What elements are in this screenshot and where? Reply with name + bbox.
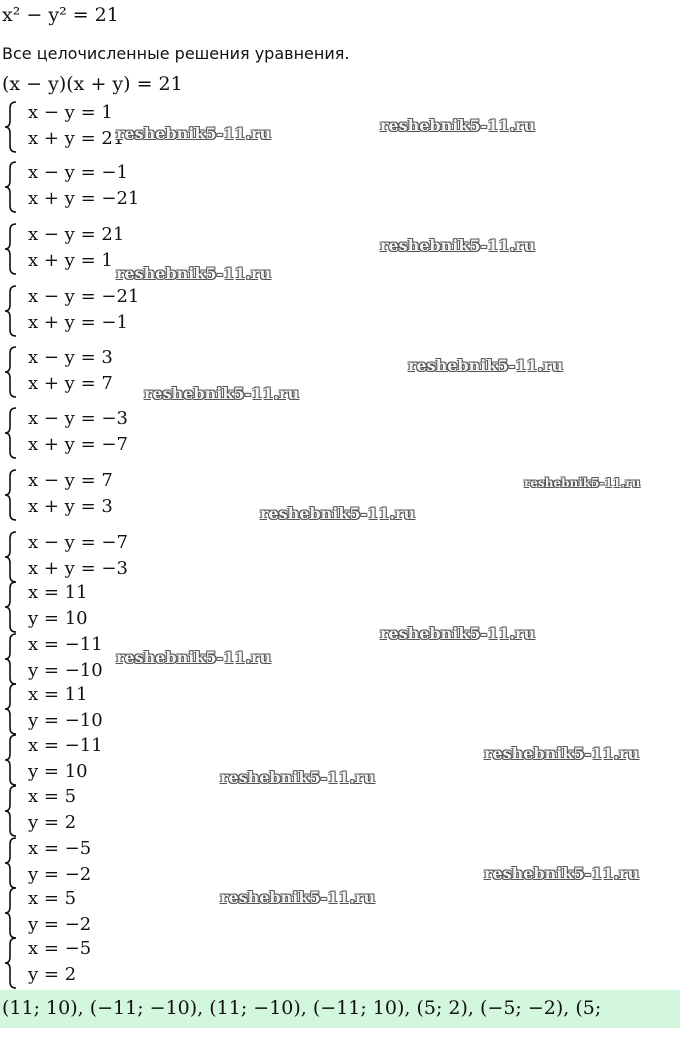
curly-brace-icon xyxy=(2,784,22,838)
watermark-text: reshebnik5-11.ru xyxy=(484,864,640,883)
curly-brace-icon xyxy=(2,682,22,736)
system-line: x − y = −21 xyxy=(28,286,140,307)
watermark-text: reshebnik5-11.ru xyxy=(260,504,416,523)
system-line: x − y = 21 xyxy=(28,224,125,245)
system-line: x + y = 1 xyxy=(28,250,113,271)
equation-system xyxy=(2,733,202,787)
curly-brace-icon xyxy=(2,160,22,214)
system-line: y = 2 xyxy=(28,964,77,985)
system-line: x = −11 xyxy=(28,634,103,655)
system-line: y = −2 xyxy=(28,914,92,935)
answer-text: (11; 10), (−11; −10), (11; −10), (−11; 10), (5; 2), (−5; −2), (5; xyxy=(2,997,602,1019)
system-line: y = 10 xyxy=(28,761,88,782)
watermark-text: reshebnik5-11.ru xyxy=(220,768,376,787)
watermark-text: reshebnik5-11.ru xyxy=(116,124,272,143)
system-line: x + y = −21 xyxy=(28,188,140,209)
system-line: y = −2 xyxy=(28,864,92,885)
equation-system xyxy=(2,160,202,214)
system-line: x + y = −1 xyxy=(28,312,128,333)
curly-brace-icon xyxy=(2,580,22,634)
curly-brace-icon xyxy=(2,733,22,787)
watermark-text: reshebnik5-11.ru xyxy=(484,744,640,763)
watermark-text: reshebnik5-11.ru xyxy=(220,888,376,907)
system-line: x = −5 xyxy=(28,938,92,959)
system-line: x − y = 3 xyxy=(28,347,113,368)
factored-equation: (x − y)(x + y) = 21 xyxy=(2,73,183,95)
equation-system xyxy=(2,406,202,460)
curly-brace-icon xyxy=(2,284,22,338)
system-line: x = 5 xyxy=(28,888,77,909)
equation-system xyxy=(2,886,202,940)
equation-system xyxy=(2,836,202,890)
system-line: y = 2 xyxy=(28,812,77,833)
system-line: x − y = −3 xyxy=(28,408,128,429)
system-line: x − y = −7 xyxy=(28,532,128,553)
watermark-text: reshebnik5-11.ru xyxy=(380,116,536,135)
curly-brace-icon xyxy=(2,836,22,890)
curly-brace-icon xyxy=(2,468,22,522)
system-line: x = 11 xyxy=(28,582,88,603)
curly-brace-icon xyxy=(2,406,22,460)
watermark-text: reshebnik5-11.ru xyxy=(524,476,641,490)
system-line: y = 10 xyxy=(28,608,88,629)
system-line: x + y = −7 xyxy=(28,434,128,455)
curly-brace-icon xyxy=(2,936,22,990)
equation-system xyxy=(2,284,202,338)
equation-title: x² − y² = 21 xyxy=(2,4,119,26)
system-line: x − y = 7 xyxy=(28,470,113,491)
system-line: x + y = −3 xyxy=(28,558,128,579)
curly-brace-icon xyxy=(2,530,22,584)
watermark-text: reshebnik5-11.ru xyxy=(116,264,272,283)
curly-brace-icon xyxy=(2,886,22,940)
system-line: x + y = 7 xyxy=(28,373,113,394)
system-line: x + y = 3 xyxy=(28,496,113,517)
intro-text: Все целочисленные решения уравнения. xyxy=(2,44,350,63)
equation-system xyxy=(2,468,202,522)
system-line: y = −10 xyxy=(28,660,103,681)
equation-system xyxy=(2,936,202,990)
system-line: x − y = −1 xyxy=(28,162,128,183)
system-line: x = 5 xyxy=(28,786,77,807)
curly-brace-icon xyxy=(2,632,22,686)
watermark-text: reshebnik5-11.ru xyxy=(380,624,536,643)
equation-system xyxy=(2,530,202,584)
watermark-text: reshebnik5-11.ru xyxy=(408,356,564,375)
curly-brace-icon xyxy=(2,222,22,276)
watermark-text: reshebnik5-11.ru xyxy=(144,384,300,403)
curly-brace-icon xyxy=(2,100,22,154)
system-line: x = −11 xyxy=(28,735,103,756)
system-line: x + y = 21 xyxy=(28,128,125,149)
system-line: x = −5 xyxy=(28,838,92,859)
watermark-text: reshebnik5-11.ru xyxy=(380,236,536,255)
curly-brace-icon xyxy=(2,345,22,399)
system-line: x = 11 xyxy=(28,684,88,705)
answer-box xyxy=(0,990,680,1028)
equation-system xyxy=(2,682,202,736)
watermark-text: reshebnik5-11.ru xyxy=(116,648,272,667)
equation-system xyxy=(2,784,202,838)
system-line: x − y = 1 xyxy=(28,102,113,123)
equation-system xyxy=(2,580,202,634)
system-line: y = −10 xyxy=(28,710,103,731)
